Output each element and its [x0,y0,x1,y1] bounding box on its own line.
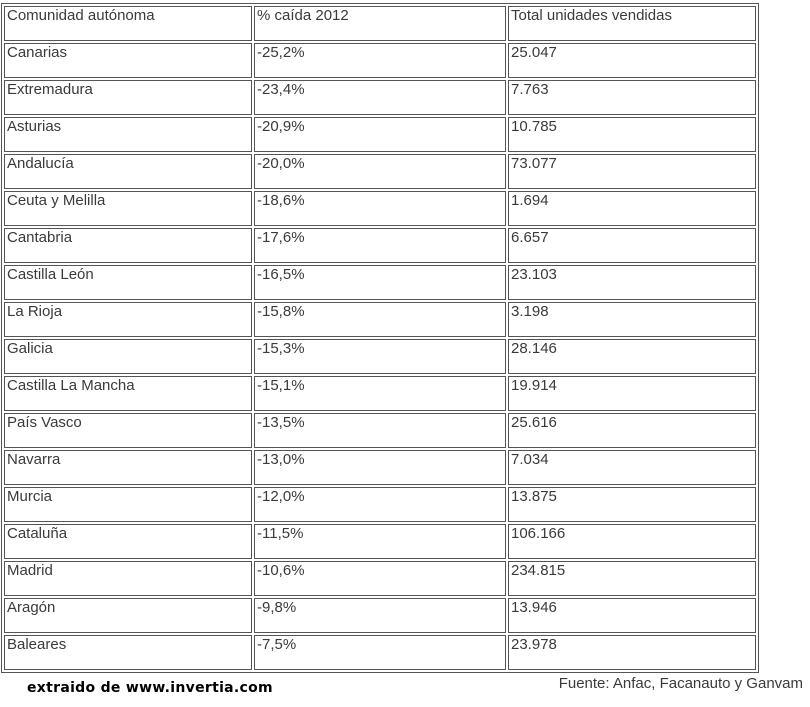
cell-total: 1.694 [508,191,756,226]
cell-caida: -10,6% [254,561,506,596]
cell-comunidad: Canarias [4,43,252,78]
cell-caida: -16,5% [254,265,506,300]
table-row [4,80,756,115]
cell-comunidad: Andalucía [4,154,252,189]
cell-total: 7.034 [508,450,756,485]
cell-total: 28.146 [508,339,756,374]
table-row [4,524,756,559]
table-header-row [4,6,756,41]
cell-caida: -15,3% [254,339,506,374]
cell-comunidad: Ceuta y Melilla [4,191,252,226]
cell-comunidad: Galicia [4,339,252,374]
table-row [4,561,756,596]
sales-table [1,3,759,673]
cell-comunidad: País Vasco [4,413,252,448]
data-table-container [1,3,759,673]
table-row [4,376,756,411]
cell-comunidad: Extremadura [4,80,252,115]
cell-total: 10.785 [508,117,756,152]
header-caida: % caída 2012 [254,6,506,41]
header-comunidad: Comunidad autónoma [4,6,252,41]
cell-comunidad: Navarra [4,450,252,485]
cell-caida: -20,9% [254,117,506,152]
credit-text: extraido de www.invertia.com [27,680,273,696]
table-row [4,43,756,78]
cell-comunidad: Asturias [4,117,252,152]
cell-total: 6.657 [508,228,756,263]
cell-total: 13.875 [508,487,756,522]
cell-comunidad: Madrid [4,561,252,596]
cell-caida: -18,6% [254,191,506,226]
table-row [4,117,756,152]
table-row [4,339,756,374]
table-row [4,191,756,226]
cell-total: 106.166 [508,524,756,559]
cell-caida: -17,6% [254,228,506,263]
cell-total: 25.047 [508,43,756,78]
cell-comunidad: Cantabria [4,228,252,263]
source-text: Fuente: Anfac, Facanauto y Ganvam [558,675,803,692]
cell-total: 73.077 [508,154,756,189]
cell-caida: -25,2% [254,43,506,78]
table-row [4,598,756,633]
cell-comunidad: Aragón [4,598,252,633]
cell-caida: -11,5% [254,524,506,559]
table-row [4,487,756,522]
cell-total: 19.914 [508,376,756,411]
cell-caida: -13,5% [254,413,506,448]
cell-caida: -9,8% [254,598,506,633]
header-total: Total unidades vendidas [508,6,756,41]
table-row [4,635,756,670]
cell-total: 25.616 [508,413,756,448]
table-row [4,413,756,448]
cell-caida: -15,1% [254,376,506,411]
cell-caida: -7,5% [254,635,506,670]
table-row [4,228,756,263]
cell-total: 7.763 [508,80,756,115]
cell-caida: -13,0% [254,450,506,485]
table-row [4,265,756,300]
cell-total: 3.198 [508,302,756,337]
cell-comunidad: La Rioja [4,302,252,337]
table-row [4,154,756,189]
table-row [4,302,756,337]
cell-total: 13.946 [508,598,756,633]
cell-comunidad: Castilla León [4,265,252,300]
cell-comunidad: Cataluña [4,524,252,559]
cell-comunidad: Murcia [4,487,252,522]
cell-total: 23.978 [508,635,756,670]
cell-caida: -20,0% [254,154,506,189]
cell-caida: -15,8% [254,302,506,337]
table-body [4,6,756,670]
cell-comunidad: Castilla La Mancha [4,376,252,411]
cell-caida: -23,4% [254,80,506,115]
cell-comunidad: Baleares [4,635,252,670]
cell-total: 23.103 [508,265,756,300]
cell-caida: -12,0% [254,487,506,522]
cell-total: 234.815 [508,561,756,596]
table-row [4,450,756,485]
